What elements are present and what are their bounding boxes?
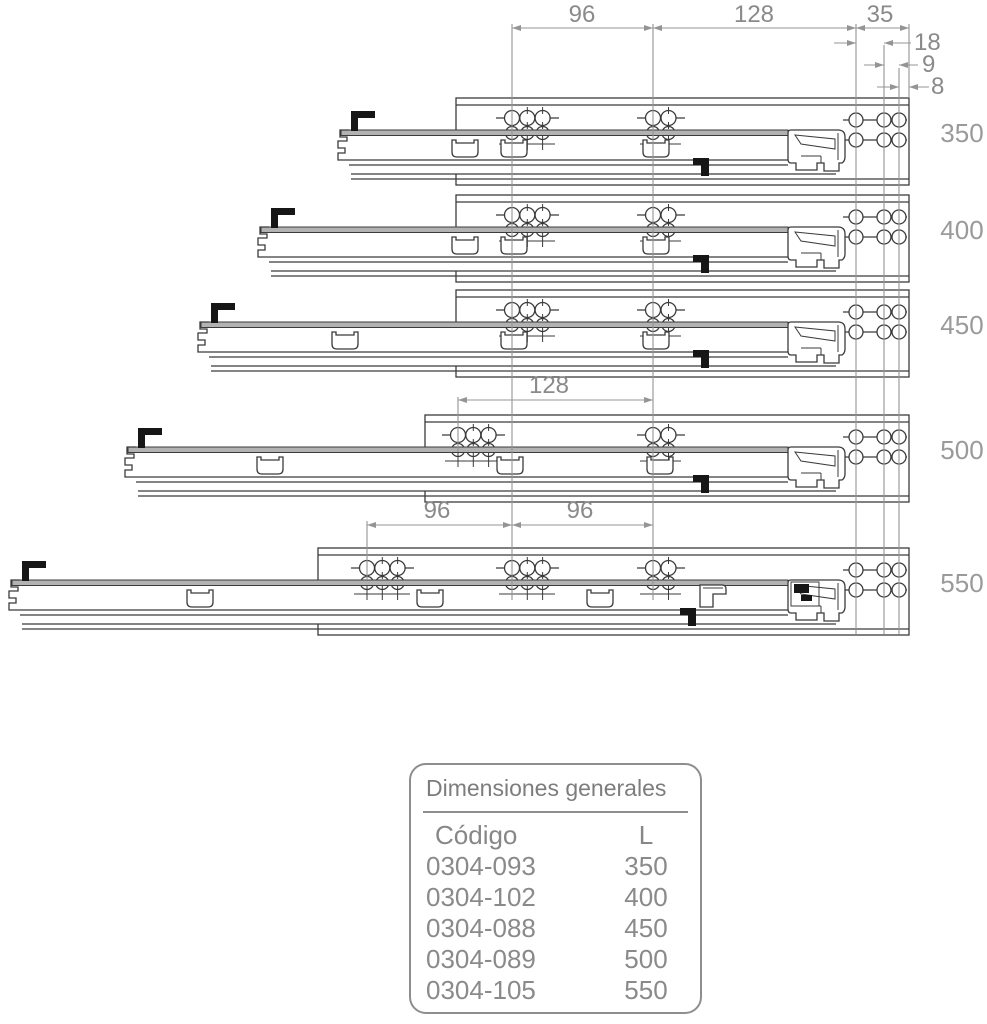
dimension-label-500-128: 128 xyxy=(528,372,570,399)
cell-codigo: 0304-089 xyxy=(426,944,536,974)
front-hook xyxy=(22,561,46,581)
dimension-label-550-96-right: 96 xyxy=(566,497,594,524)
table-divider xyxy=(423,811,688,813)
cell-length: 500 xyxy=(624,944,668,974)
cell-length: 450 xyxy=(624,913,668,943)
latch-mechanism xyxy=(788,447,845,488)
slide-500-drawing xyxy=(125,415,984,502)
dimension-label-96: 96 xyxy=(568,1,596,28)
dimension-label-35: 35 xyxy=(866,1,894,28)
cell-codigo: 0304-088 xyxy=(426,913,536,943)
cell-codigo: 0304-105 xyxy=(426,975,536,1005)
general-dimensions-table xyxy=(409,763,702,1014)
dimension-label-18: 18 xyxy=(914,29,941,56)
table-title: Dimensiones generales xyxy=(426,775,667,801)
cell-length: 550 xyxy=(624,975,668,1005)
cell-codigo: 0304-102 xyxy=(426,882,536,912)
slide-450-drawing xyxy=(198,290,984,377)
slide-length-label-400: 400 xyxy=(940,215,984,245)
slide-350-drawing xyxy=(338,98,984,185)
front-hook xyxy=(271,208,295,228)
cell-length: 400 xyxy=(624,882,668,912)
dimension-label-8: 8 xyxy=(931,73,945,100)
table-row xyxy=(411,975,700,1006)
slide-400-drawing xyxy=(258,195,984,282)
latch-mechanism xyxy=(788,227,845,268)
column-header-l: L xyxy=(638,820,654,850)
dimension-label-9: 9 xyxy=(922,51,936,78)
latch-mechanism xyxy=(788,130,845,171)
front-hook xyxy=(211,303,235,323)
cell-length: 350 xyxy=(624,851,668,881)
latch-mechanism xyxy=(788,322,845,363)
cell-codigo: 0304-093 xyxy=(426,851,536,881)
table-row xyxy=(411,882,700,913)
front-hook xyxy=(138,428,162,448)
table-row xyxy=(411,913,700,944)
slide-length-label-350: 350 xyxy=(940,118,984,148)
slide-length-label-550: 550 xyxy=(940,568,984,598)
slide-550-drawing xyxy=(9,548,984,635)
table-row xyxy=(411,851,700,882)
slide-length-label-500: 500 xyxy=(940,435,984,465)
slide-length-label-450: 450 xyxy=(940,310,984,340)
dimension-label-550-96-left: 96 xyxy=(423,497,451,524)
table-header-row xyxy=(411,820,700,851)
front-hook xyxy=(351,111,375,131)
column-header-codigo: Código xyxy=(435,820,518,850)
dimension-label-128: 128 xyxy=(733,1,775,28)
table-row xyxy=(411,944,700,975)
